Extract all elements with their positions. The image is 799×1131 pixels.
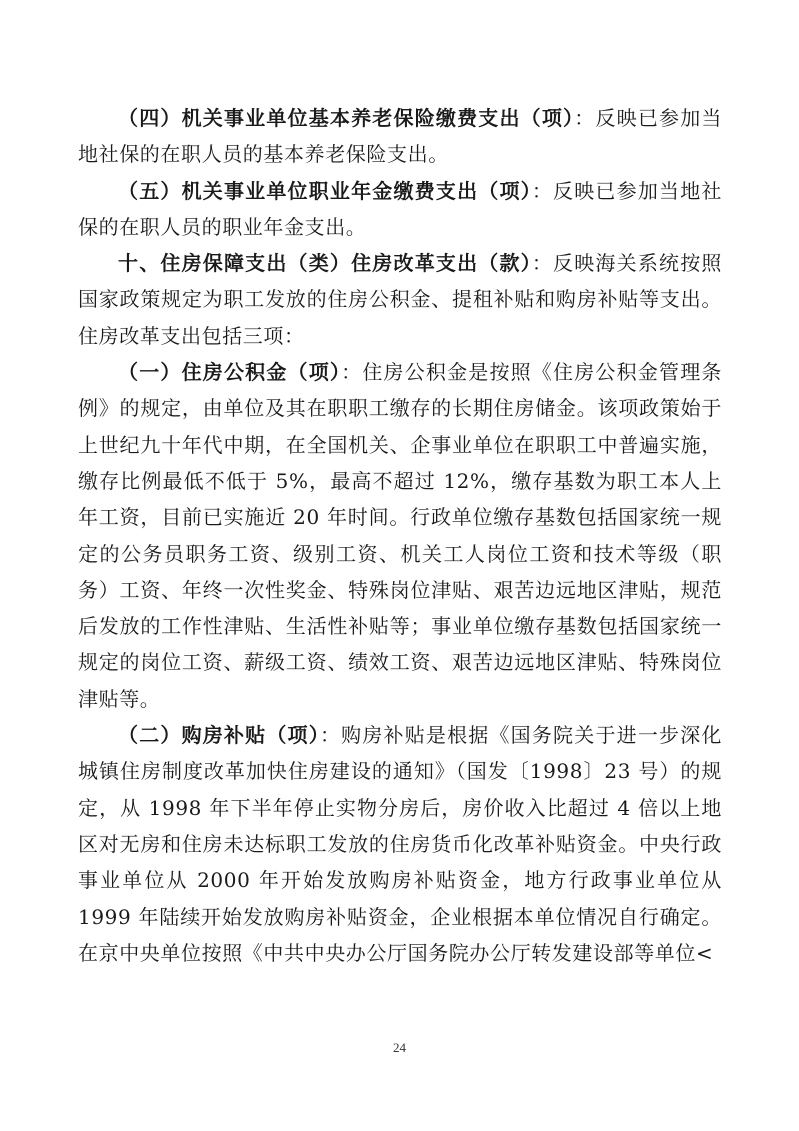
paragraph-pension-insurance (78, 100, 722, 173)
paragraph-heading: （五）机关事业单位职业年金缴费支出（项） (118, 178, 532, 203)
paragraph-text: ：购房补贴是根据《国务院关于进一步深化城镇住房制度改革加快住房建设的通知》（国发〔1998〕23 号）的规定，从 1998 年下半年停止实物分房后，房价收入比超过 4 倍以上地区对无房和住房未达标职工发放的住房货币化改革补贴资金。中央行政事业单位从 2000 年开始发放购房补贴资金，地方行政事业单位从 1999 年陆续开始发放购房补贴资金，企业根据本单位情况自行确定。在京中央单位按照《中共中央办公厅国务院办公厅转发建设部等单位< (78, 723, 723, 965)
paragraph-text: ：反映已参加当地社保的在职人员的职业年金支出。 (78, 178, 723, 239)
paragraph-heading: （四）机关事业单位基本养老保险缴费支出（项） (118, 106, 575, 130)
paragraph-heading: （一）住房公积金（项） (118, 360, 342, 385)
paragraph-text: ：反映海关系统按照国家政策规定为职工发放的住房公积金、提租补贴和购房补贴等支出。住房改革支出包括三项： (78, 251, 723, 348)
paragraph-housing-purchase-subsidy (78, 717, 722, 971)
paragraph-occupational-annuity (78, 173, 722, 246)
paragraph-heading: （二）购房补贴（项） (118, 723, 320, 748)
paragraph-text: ：反映已参加当地社保的在职人员的基本养老保险支出。 (78, 106, 723, 167)
page-number: 24 (393, 1040, 406, 1055)
paragraph-text: ：住房公积金是按照《住房公积金管理条例》的规定，由单位及其在职职工缴存的长期住房储金。该项政策始于上世纪九十年代中期，在全国机关、企事业单位在职职工中普遍实施，缴存比例最低不低于 5%，最高不超过 12%，缴存基数为职工本人上年工资，目前已实施近 20 年时间。行政单位缴存基数包括国家统一规定的公务员职务工资、级别工资、机关工人岗位工资和技术等级（职务）工资、年终一次性奖金、特殊岗位津贴、艰苦边远地区津贴，规范后发放的工作性津贴、生活性补贴等；事业单位缴存基数包括国家统一规定的岗位工资、薪级工资、绩效工资、艰苦边远地区津贴、特殊岗位津贴等。 (78, 360, 722, 711)
document-body (78, 100, 722, 971)
paragraph-heading: 十、住房保障支出（类）住房改革支出（款） (118, 251, 532, 276)
paragraph-housing-security (78, 245, 722, 354)
paragraph-housing-provident-fund (78, 354, 722, 717)
